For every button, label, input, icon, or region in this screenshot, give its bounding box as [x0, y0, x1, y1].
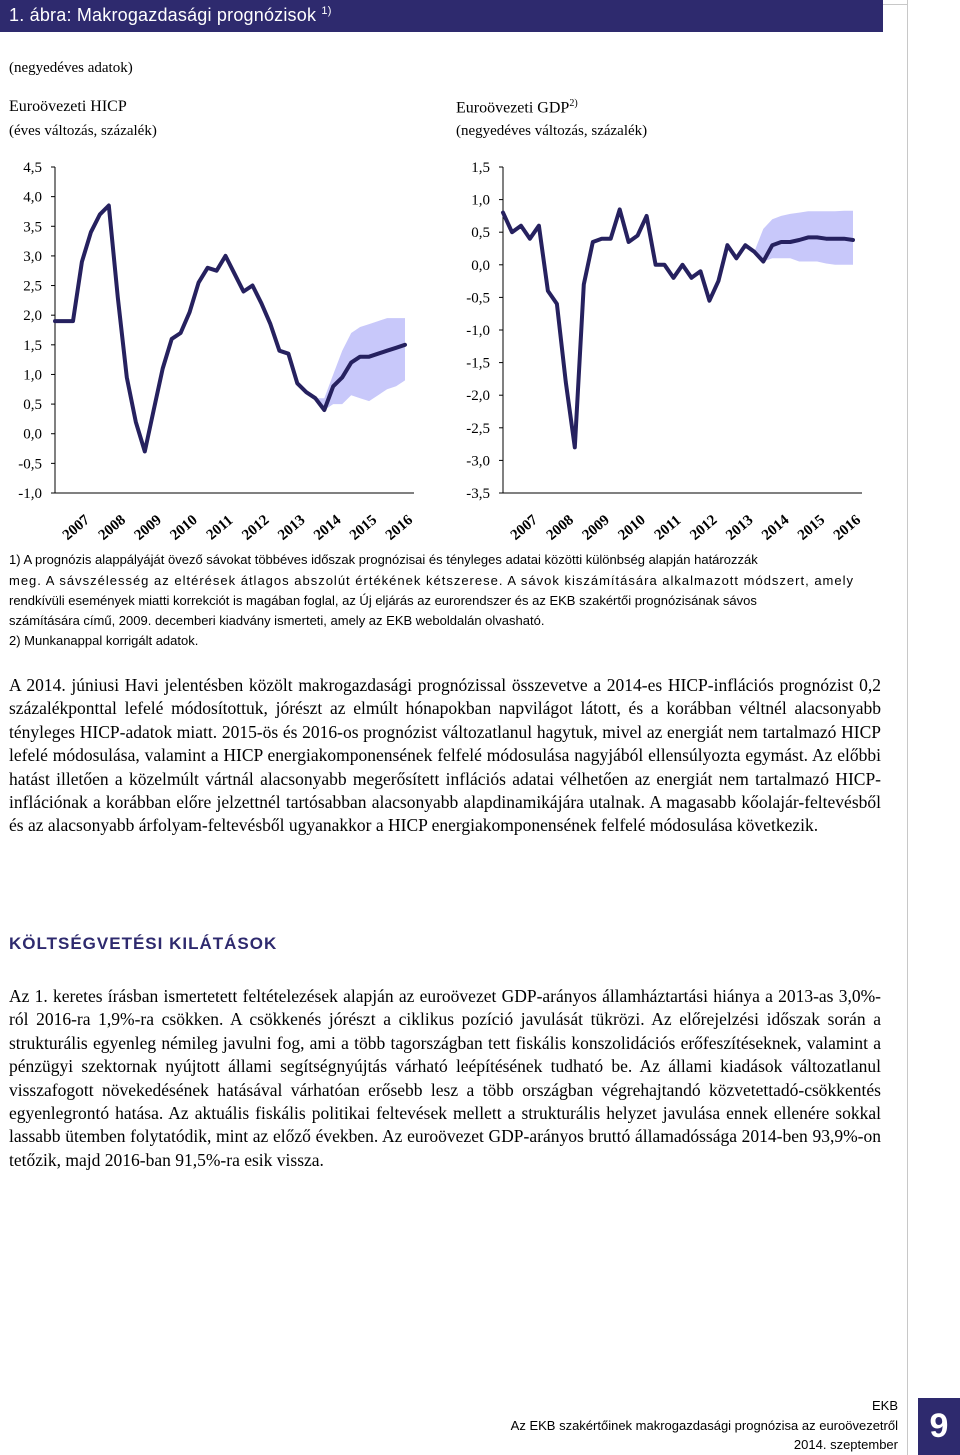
gdp-x-tick-label: 2008	[543, 512, 577, 544]
hicp-y-tick-label: 2,0	[23, 308, 42, 325]
hicp-x-tick-label: 2007	[59, 512, 94, 544]
gdp-x-tick-label: 2014	[759, 512, 793, 544]
gdp-y-tick-label: 0,0	[471, 257, 490, 274]
gdp-y-tick-label: 1,5	[471, 160, 490, 176]
hicp-x-tick-label: 2013	[275, 512, 309, 544]
footer-org: EKB	[871, 1398, 898, 1413]
hicp-y-tick-label: 1,5	[23, 337, 42, 354]
figure-title-bar	[0, 0, 883, 32]
gdp-y-tick-label: -1,5	[466, 355, 490, 372]
hicp-y-tick-label: 3,0	[23, 248, 42, 265]
gdp-x-tick-label: 2010	[615, 512, 649, 544]
page-edge-tick	[883, 4, 907, 5]
hicp-x-tick-label: 2011	[203, 512, 237, 544]
footnote-1-line-3: rendkívüli események miatti korrekciót is magában foglal, az Új eljárás az eurorendszer és az EKB szakértői prognózisának sávos	[9, 593, 757, 608]
hicp-chart-subtitle: (éves változás, százalék)	[9, 123, 157, 139]
gdp-y-tick-label: 1,0	[471, 192, 490, 209]
gdp-y-tick-label: -1,0	[466, 323, 490, 339]
hicp-series-line	[55, 206, 405, 452]
gdp-y-tick-label: -0,5	[466, 290, 490, 307]
hicp-x-tick-label: 2010	[167, 512, 201, 544]
hicp-y-tick-label: 4,5	[23, 160, 42, 176]
hicp-x-tick-label: 2012	[239, 512, 273, 544]
gdp-y-tick-label: -2,5	[466, 420, 490, 437]
figure-title	[9, 5, 332, 26]
hicp-x-tick-label: 2008	[95, 512, 129, 544]
hicp-y-tick-label: 3,5	[23, 219, 42, 236]
gdp-x-tick-label: 2011	[651, 512, 685, 544]
footnote-1-line-2: meg. A sávszélesség az eltérések átlagos abszolút értékének kétszerese. A sávok kiszámítására alkalmazott módszert, amely	[9, 573, 855, 588]
gdp-y-tick-label: -3,0	[466, 453, 490, 470]
gdp-x-tick-label: 2015	[794, 512, 829, 544]
gdp-y-tick-label: -3,5	[466, 486, 490, 502]
hicp-y-tick-label: 0,0	[23, 426, 42, 443]
gdp-x-tick-label: 2012	[687, 512, 721, 544]
gdp-chart-title-text: Euroövezeti GDP	[456, 99, 570, 117]
hicp-y-tick-label: 0,5	[23, 397, 42, 414]
figure-title-sup: 1)	[321, 5, 332, 17]
hicp-y-tick-label: -0,5	[18, 456, 42, 473]
paragraph-fiscal: Az 1. keretes írásban ismertetett feltételezések alapján az euroövezet GDP-arányos államháztartási hiánya a 2013-as 3,0%-ról 2016-ra 1,9%-ra csökken. A csökkenés jórészt a ciklikus pozíció javulását tükrözi. Az előrejelzési időszak során a strukturális egyenleg némileg javulni fog, ami a több tagországban tett fiskális konszolidációs erőfeszítéseknek, valamint a pénzügyi szektornak nyújtott állami segítségnyújtás várható leépítésének tudható be. Az állami kiadások változatlanul visszafogott növekedésének hatásával várhatóan erősebb lesz a több országban végrehajtandó közvetettadó-csökkentés egyenlegrontó hatása. Az aktuális fiskális politikai feltevések mellett a strukturális helyzet javulása ennek ellenére sokkal lassabb ütemben folytatódik, mint az előző években. Az euroövezet GDP-arányos bruttó államadóssága 2014-ben 93,9%-on tetőzik, majd 2016-ban 91,5%-ra esik vissza.	[9, 986, 881, 1170]
footnote-2: 2) Munkanappal korrigált adatok.	[9, 633, 199, 648]
footer-document-title: Az EKB szakértőinek makrogazdasági prognózisa az euroövezetről	[510, 1418, 898, 1433]
gdp-chart-title	[456, 98, 578, 117]
hicp-y-tick-label: 4,0	[23, 189, 42, 206]
figure-subtitle: (negyedéves adatok)	[9, 60, 133, 76]
page-number: 9	[918, 1398, 960, 1455]
page-edge-line	[907, 0, 908, 1455]
gdp-x-tick-label: 2016	[830, 512, 865, 544]
hicp-x-tick-label: 2014	[311, 512, 345, 544]
footer-date: 2014. szeptember	[793, 1437, 898, 1452]
footnote-1-line-1: 1) A prognózis alappályáját övező sávokat többéves időszak prognózisai és tényleges adatai közötti különbség alapján határozzák	[9, 552, 758, 567]
paragraph-hicp: A 2014. júniusi Havi jelentésben közölt makrogazdasági prognózissal összevetve a 2014-es HICP-inflációs prognózist 0,2 százalékponttal lefelé módosítottuk, jórészt az elmúlt hónapokban napvilágot látott, és a korábban véltnél alacsonyabb tényleges HICP-adatok miatt. 2015-ös és 2016-os prognózist változatlanul hagytuk, mivel az energiát nem tartalmazó HICP lefelé módosulása, valamint a HICP energiakomponensének felfelé módosulása nagyjából ellensúlyozta egymást. Az előbbi hatást illetően a közelmúlt vártnál alacsonyabb megerősített inflációs adatai vélhetően az energiát nem tartalmazó HICP-inflációnak a korábban előre jelzettnél tartósabban alacsonyabb alapdinamikájára utalnak. A magasabb kőolajár-feltevésből és az alacsonyabb árfolyam-feltevésből ugyanakkor a HICP energiakomponensének felfelé módosulása következik.	[9, 675, 881, 836]
hicp-y-tick-label: 2,5	[23, 278, 42, 295]
figure-title-text: 1. ábra: Makrogazdasági prognózisok	[9, 5, 317, 25]
hicp-chart-title: Euroövezeti HICP	[9, 98, 127, 115]
hicp-y-tick-label: -1,0	[18, 486, 42, 502]
hicp-x-tick-label: 2016	[382, 512, 417, 544]
section-title: KÖLTSÉGVETÉSI KILÁTÁSOK	[9, 934, 278, 953]
gdp-chart-subtitle: (negyedéves változás, százalék)	[456, 123, 648, 139]
gdp-x-tick-label: 2009	[579, 512, 613, 544]
charts-svg	[0, 150, 880, 545]
gdp-y-tick-label: -2,0	[466, 388, 490, 405]
hicp-x-tick-label: 2015	[346, 512, 381, 544]
gdp-y-tick-label: 0,5	[471, 225, 490, 242]
footnote-1-line-4: számítására című, 2009. decemberi kiadvány ismerteti, amely az EKB weboldalán olvasható.	[9, 613, 545, 628]
hicp-y-tick-label: 1,0	[23, 367, 42, 384]
gdp-x-tick-label: 2013	[723, 512, 757, 544]
hicp-x-tick-label: 2009	[131, 512, 165, 544]
gdp-chart-title-sup: 2)	[569, 98, 578, 109]
gdp-x-tick-label: 2007	[507, 512, 542, 544]
